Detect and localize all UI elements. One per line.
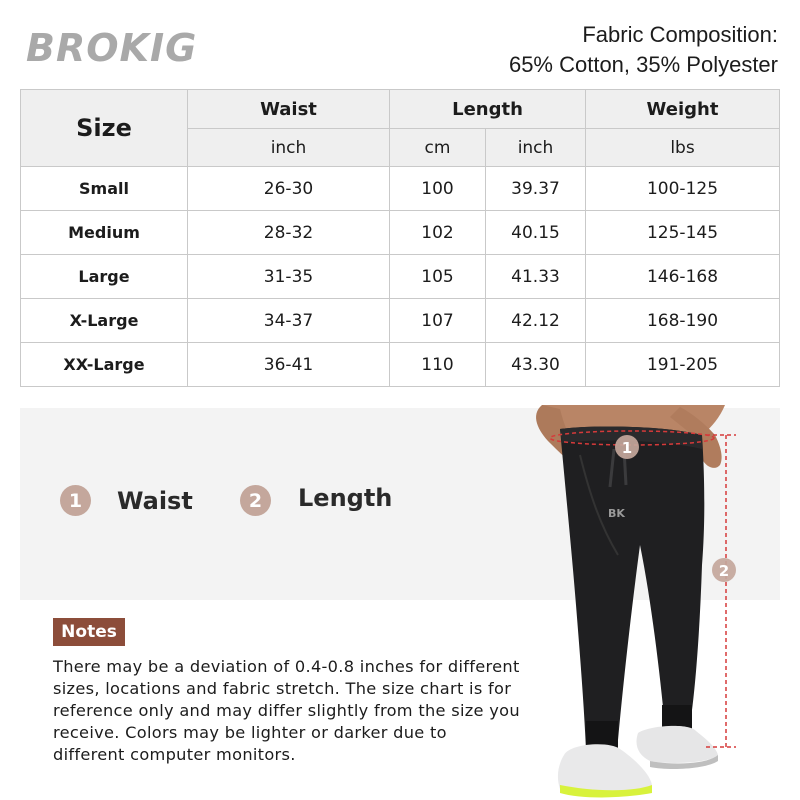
cell-waist: 31-35 xyxy=(188,255,390,299)
header-length: Length xyxy=(390,90,586,129)
length-marker-number: 2 xyxy=(718,562,730,580)
cell-length-cm: 105 xyxy=(390,255,486,299)
cell-size: XX-Large xyxy=(21,343,188,387)
notes-tag: Notes xyxy=(53,618,125,646)
cell-weight: 191-205 xyxy=(586,343,780,387)
cell-waist: 26-30 xyxy=(188,167,390,211)
model-pants-photo xyxy=(520,405,780,800)
waist-label: Waist xyxy=(117,487,193,515)
cell-size: Small xyxy=(21,167,188,211)
header-size: Size xyxy=(21,90,188,167)
header-waist: Waist xyxy=(188,90,390,129)
fabric-composition-title: Fabric Composition: xyxy=(582,22,778,47)
brand-logo: BROKIG xyxy=(26,26,198,70)
waist-number-badge: 1 xyxy=(60,485,91,516)
cell-length-inch: 40.15 xyxy=(486,211,586,255)
length-label: Length xyxy=(298,484,393,512)
cell-weight: 168-190 xyxy=(586,299,780,343)
cell-weight: 146-168 xyxy=(586,255,780,299)
cell-length-inch: 39.37 xyxy=(486,167,586,211)
cell-length-inch: 41.33 xyxy=(486,255,586,299)
cell-waist: 34-37 xyxy=(188,299,390,343)
cell-length-inch: 42.12 xyxy=(486,299,586,343)
waist-marker-number: 1 xyxy=(621,439,633,457)
unit-waist: inch xyxy=(188,129,390,167)
left-shoe xyxy=(558,744,652,793)
cell-size: Medium xyxy=(21,211,188,255)
cell-length-cm: 102 xyxy=(390,211,486,255)
cell-length-cm: 110 xyxy=(390,343,486,387)
cell-length-inch: 43.30 xyxy=(486,343,586,387)
cell-waist: 28-32 xyxy=(188,211,390,255)
table-row xyxy=(21,299,780,343)
cell-length-cm: 100 xyxy=(390,167,486,211)
unit-length-cm: cm xyxy=(390,129,486,167)
cell-weight: 125-145 xyxy=(586,211,780,255)
notes-text: There may be a deviation of 0.4-0.8 inches for different sizes, locations and fabric stretch. The size chart is for reference only and may differ slightly from the size you receive. Colors may be lighter or darker due to different computer monitors. xyxy=(53,657,520,764)
cell-size: X-Large xyxy=(21,299,188,343)
table-row xyxy=(21,343,780,387)
fabric-composition xyxy=(509,20,778,80)
header-weight: Weight xyxy=(586,90,780,129)
table-row xyxy=(21,211,780,255)
unit-length-inch: inch xyxy=(486,129,586,167)
right-shoe xyxy=(637,726,719,763)
unit-weight: lbs xyxy=(586,129,780,167)
fabric-composition-value: 65% Cotton, 35% Polyester xyxy=(508,52,778,77)
cell-size: Large xyxy=(21,255,188,299)
cell-length-cm: 107 xyxy=(390,299,486,343)
size-chart-table xyxy=(20,89,780,387)
length-number-badge: 2 xyxy=(240,485,271,516)
right-cuff xyxy=(662,705,692,729)
pants-logo: BK xyxy=(608,507,625,520)
cell-weight: 100-125 xyxy=(586,167,780,211)
table-row xyxy=(21,167,780,211)
table-row xyxy=(21,255,780,299)
pants xyxy=(560,427,704,752)
table-header-row xyxy=(21,90,780,129)
cell-waist: 36-41 xyxy=(188,343,390,387)
